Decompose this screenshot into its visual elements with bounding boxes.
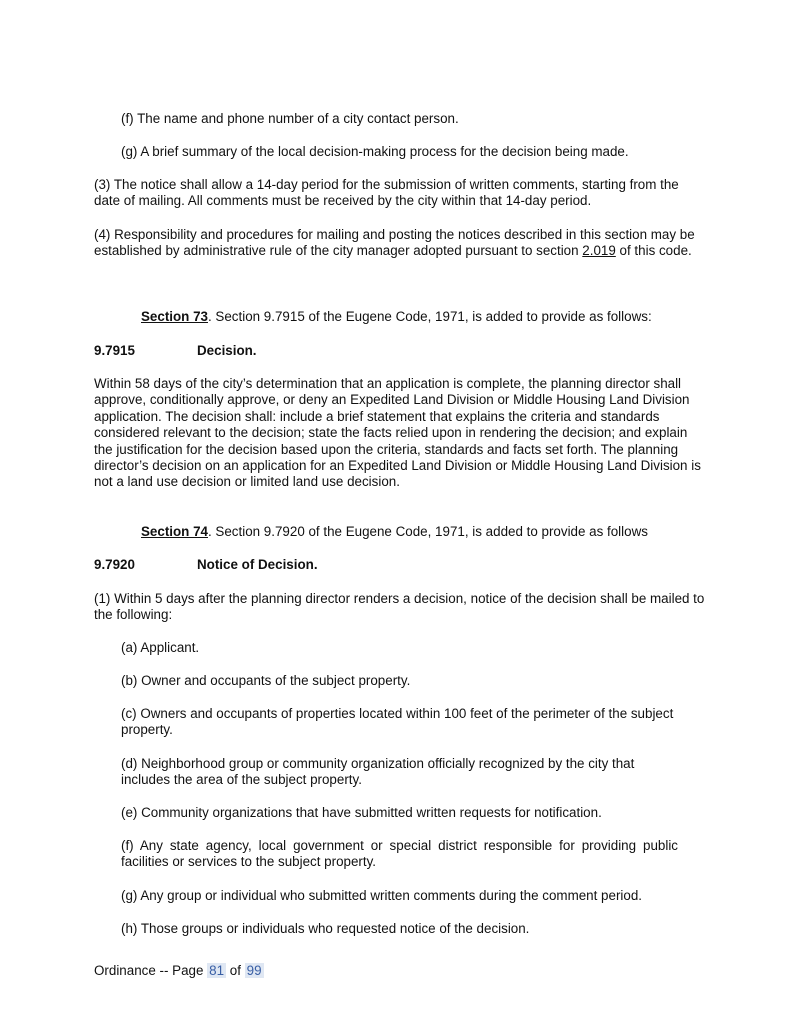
notice-item-e: (e) Community organizations that have submitted written requests for notification. bbox=[121, 805, 602, 820]
notice-item-d: (d) Neighborhood group or community organization officially recognized by the city that includes the area of the subject property. bbox=[121, 756, 635, 788]
page-footer bbox=[94, 963, 264, 979]
section-74-text: . Section 9.7920 of the Eugene Code, 1971, is added to provide as follows bbox=[207, 524, 648, 539]
notice-item-b: (b) Owner and occupants of the subject property. bbox=[121, 673, 411, 688]
section-74-heading bbox=[141, 524, 721, 540]
list-item-g: (g) A brief summary of the local decision-making process for the decision being made. bbox=[121, 144, 629, 159]
total-page-count[interactable]: 99 bbox=[246, 963, 262, 978]
current-page-number[interactable]: 81 bbox=[209, 963, 225, 978]
paragraph-4-tail: of this code. bbox=[615, 243, 692, 259]
paragraph-4-text: (4) Responsibility and procedures for mailing and posting the notices described in this section may be established by administrative rule of the city manager adopted pursuant to section bbox=[94, 227, 695, 259]
code-title: Decision. bbox=[197, 343, 257, 358]
notice-item-c: (c) Owners and occupants of properties located within 100 feet of the perimeter of the subject property. bbox=[121, 706, 674, 738]
section-74-label: Section 74 bbox=[141, 524, 208, 539]
notice-paragraph-1: (1) Within 5 days after the planning director renders a decision, notice of the decision shall be mailed to the following: bbox=[94, 591, 705, 623]
code-9-7915-heading bbox=[94, 343, 257, 359]
list-item-f: (f) The name and phone number of a city contact person. bbox=[121, 111, 459, 126]
section-2-019-link[interactable]: 2.019 bbox=[582, 243, 616, 259]
paragraph-3: (3) The notice shall allow a 14-day period for the submission of written comments, starting from the date of mailing. All comments must be received by the city within that 14-day period. bbox=[94, 177, 679, 209]
notice-item-g: (g) Any group or individual who submitted written comments during the comment period. bbox=[121, 888, 642, 903]
code-number: 9.7920 bbox=[94, 557, 135, 572]
section-73-text: . Section 9.7915 of the Eugene Code, 1971, is added to provide as follows: bbox=[207, 309, 652, 324]
section-73-label: Section 73 bbox=[141, 309, 208, 324]
footer-of: of bbox=[226, 963, 245, 978]
paragraph-4 bbox=[94, 227, 708, 260]
section-73-heading bbox=[141, 309, 721, 325]
code-number: 9.7915 bbox=[94, 343, 135, 358]
notice-item-h: (h) Those groups or individuals who requested notice of the decision. bbox=[121, 921, 530, 936]
code-9-7920-heading bbox=[94, 557, 318, 573]
decision-paragraph: Within 58 days of the city’s determination that an application is complete, the planning director shall approve, conditionally approve, or deny an Expedited Land Division or Middle Housing Land Division application. The decision shall: include a brief statement that explains the criteria and standards considered relevant to the decision; state the facts relied upon in rendering the decision; and explain the justification for the decision based upon the criteria, standards and facts set forth. The planning director’s decision on an application for an Expedited Land Division or Middle Housing Land Division is not a land use decision or limited land use decision. bbox=[94, 376, 701, 490]
code-title: Notice of Decision. bbox=[197, 557, 318, 572]
notice-item-f: (f) Any state agency, local government or special district responsible for providing public facilities or services to the subject property. bbox=[121, 838, 678, 870]
notice-item-a: (a) Applicant. bbox=[121, 640, 200, 655]
footer-prefix: Ordinance -- Page bbox=[94, 963, 208, 978]
